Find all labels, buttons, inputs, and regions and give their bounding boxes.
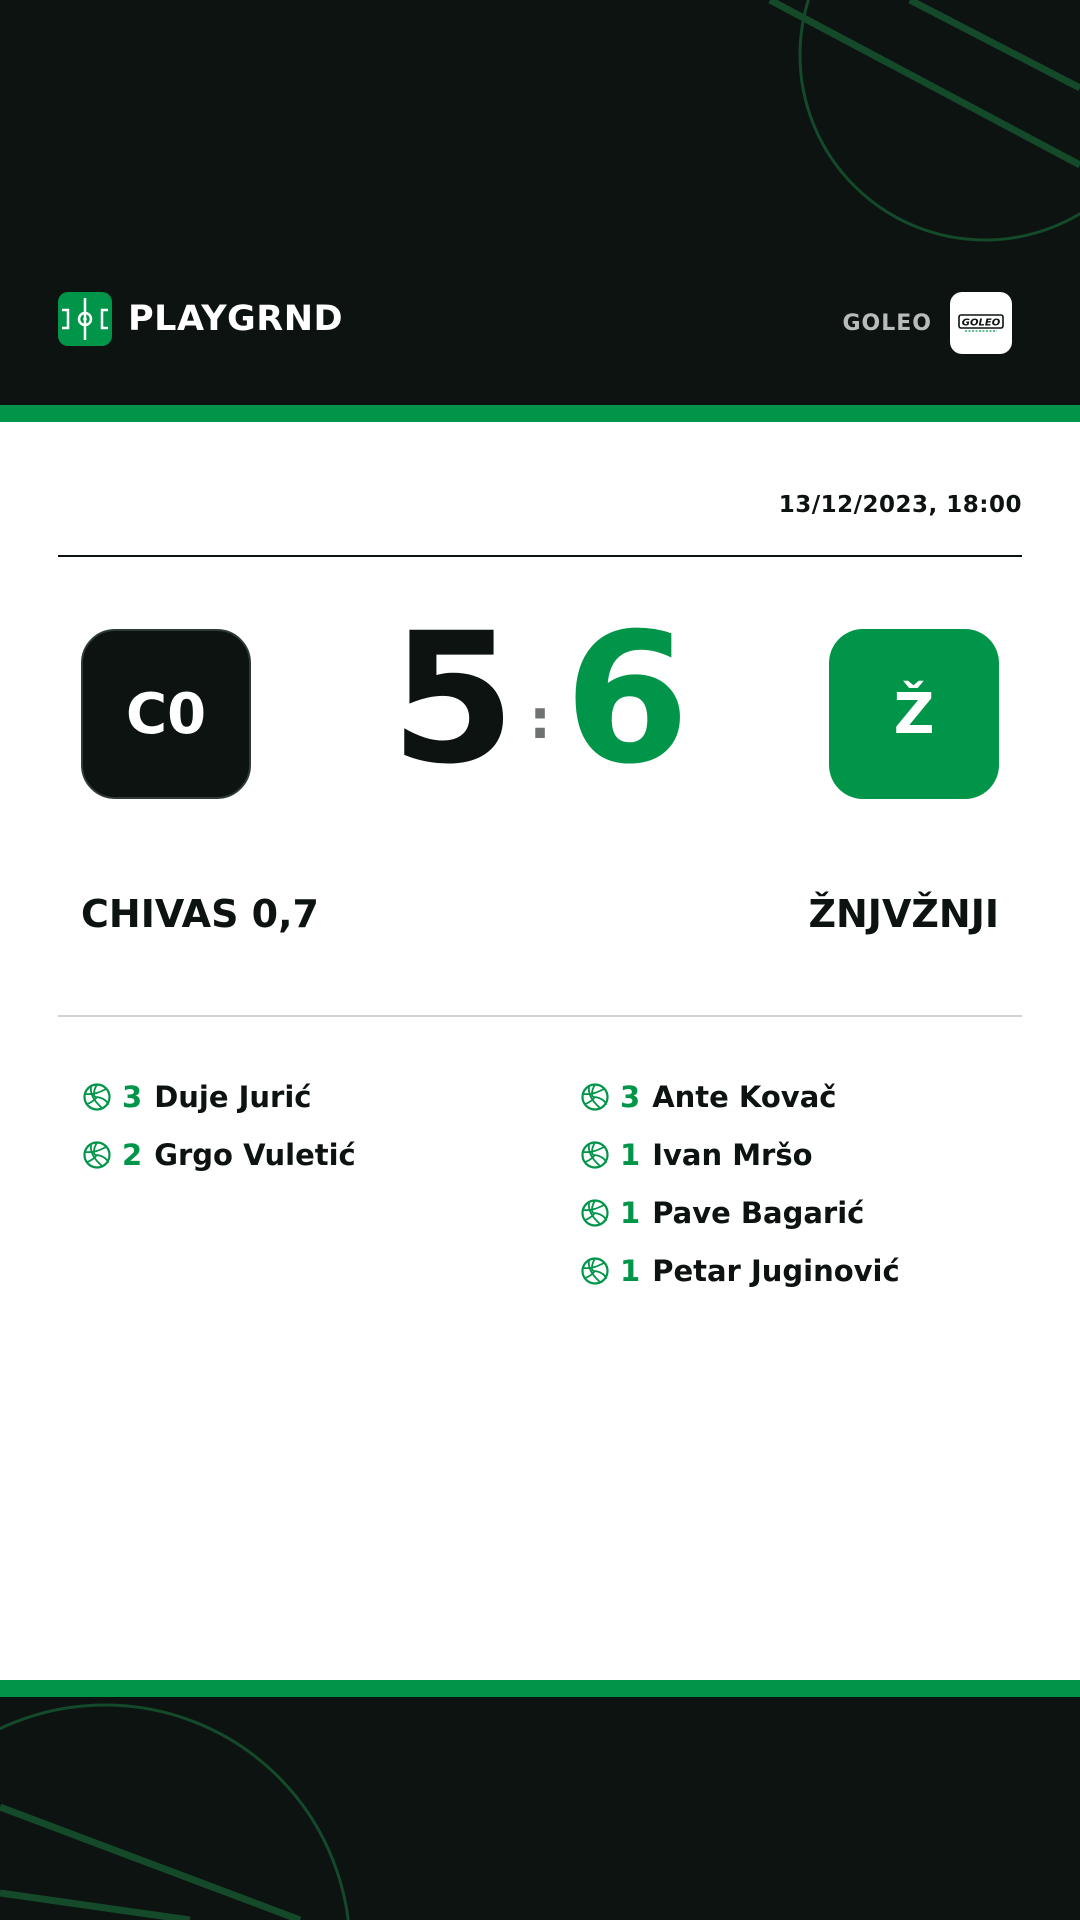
goal-count: 1 xyxy=(620,1196,641,1230)
scorer-name: Ivan Mršo xyxy=(652,1138,813,1172)
scorer-row xyxy=(82,1068,356,1126)
volleyball-icon xyxy=(580,1140,610,1170)
scorer-name: Duje Jurić xyxy=(154,1080,312,1114)
scorer-row xyxy=(580,1184,900,1242)
football-pitch-icon xyxy=(58,292,112,346)
brand[interactable] xyxy=(58,292,343,346)
partner-logo xyxy=(950,292,1012,354)
volleyball-icon xyxy=(580,1198,610,1228)
goleo-logo-icon xyxy=(957,312,1005,334)
goal-count: 3 xyxy=(620,1080,641,1114)
goal-count: 2 xyxy=(122,1138,143,1172)
home-scorers-list xyxy=(82,1068,356,1184)
away-team-badge[interactable] xyxy=(829,629,999,799)
away-team-badge-text: Ž xyxy=(893,681,935,747)
scorer-name: Petar Juginović xyxy=(652,1254,900,1288)
home-team-name[interactable]: CHIVAS 0,7 xyxy=(81,892,319,936)
away-scorers-list xyxy=(580,1068,900,1300)
home-team-badge[interactable] xyxy=(81,629,251,799)
partner[interactable] xyxy=(842,292,1012,354)
away-score: 6 xyxy=(564,595,690,804)
away-team-name[interactable]: ŽNJVŽNJI xyxy=(808,892,999,936)
scorer-row xyxy=(580,1068,900,1126)
header xyxy=(0,0,1080,405)
footer-pitch-lines xyxy=(0,1697,1080,1920)
scorer-name: Grgo Vuletić xyxy=(154,1138,356,1172)
scorer-row xyxy=(580,1242,900,1300)
scorer-row xyxy=(580,1126,900,1184)
partner-label: GOLEO xyxy=(842,310,932,336)
divider xyxy=(58,1015,1022,1017)
home-team-badge-text: C0 xyxy=(125,681,207,747)
scorer-name: Pave Bagarić xyxy=(652,1196,865,1230)
divider xyxy=(58,555,1022,557)
goal-count: 1 xyxy=(620,1138,641,1172)
scorer-row xyxy=(82,1126,356,1184)
score-separator: : xyxy=(529,688,551,751)
volleyball-icon xyxy=(82,1082,112,1112)
svg-text:GOLEO: GOLEO xyxy=(961,317,1001,329)
footer xyxy=(0,1697,1080,1920)
volleyball-icon xyxy=(82,1140,112,1170)
volleyball-icon xyxy=(580,1082,610,1112)
home-score: 5 xyxy=(390,595,516,804)
accent-bar-top xyxy=(0,405,1080,422)
scorer-name: Ante Kovač xyxy=(652,1080,837,1114)
volleyball-icon xyxy=(580,1256,610,1286)
goal-count: 3 xyxy=(122,1080,143,1114)
match-datetime: 13/12/2023, 18:00 xyxy=(778,492,1022,518)
goal-count: 1 xyxy=(620,1254,641,1288)
brand-name: PLAYGRND xyxy=(128,299,344,339)
accent-bar-bottom xyxy=(0,1680,1080,1697)
